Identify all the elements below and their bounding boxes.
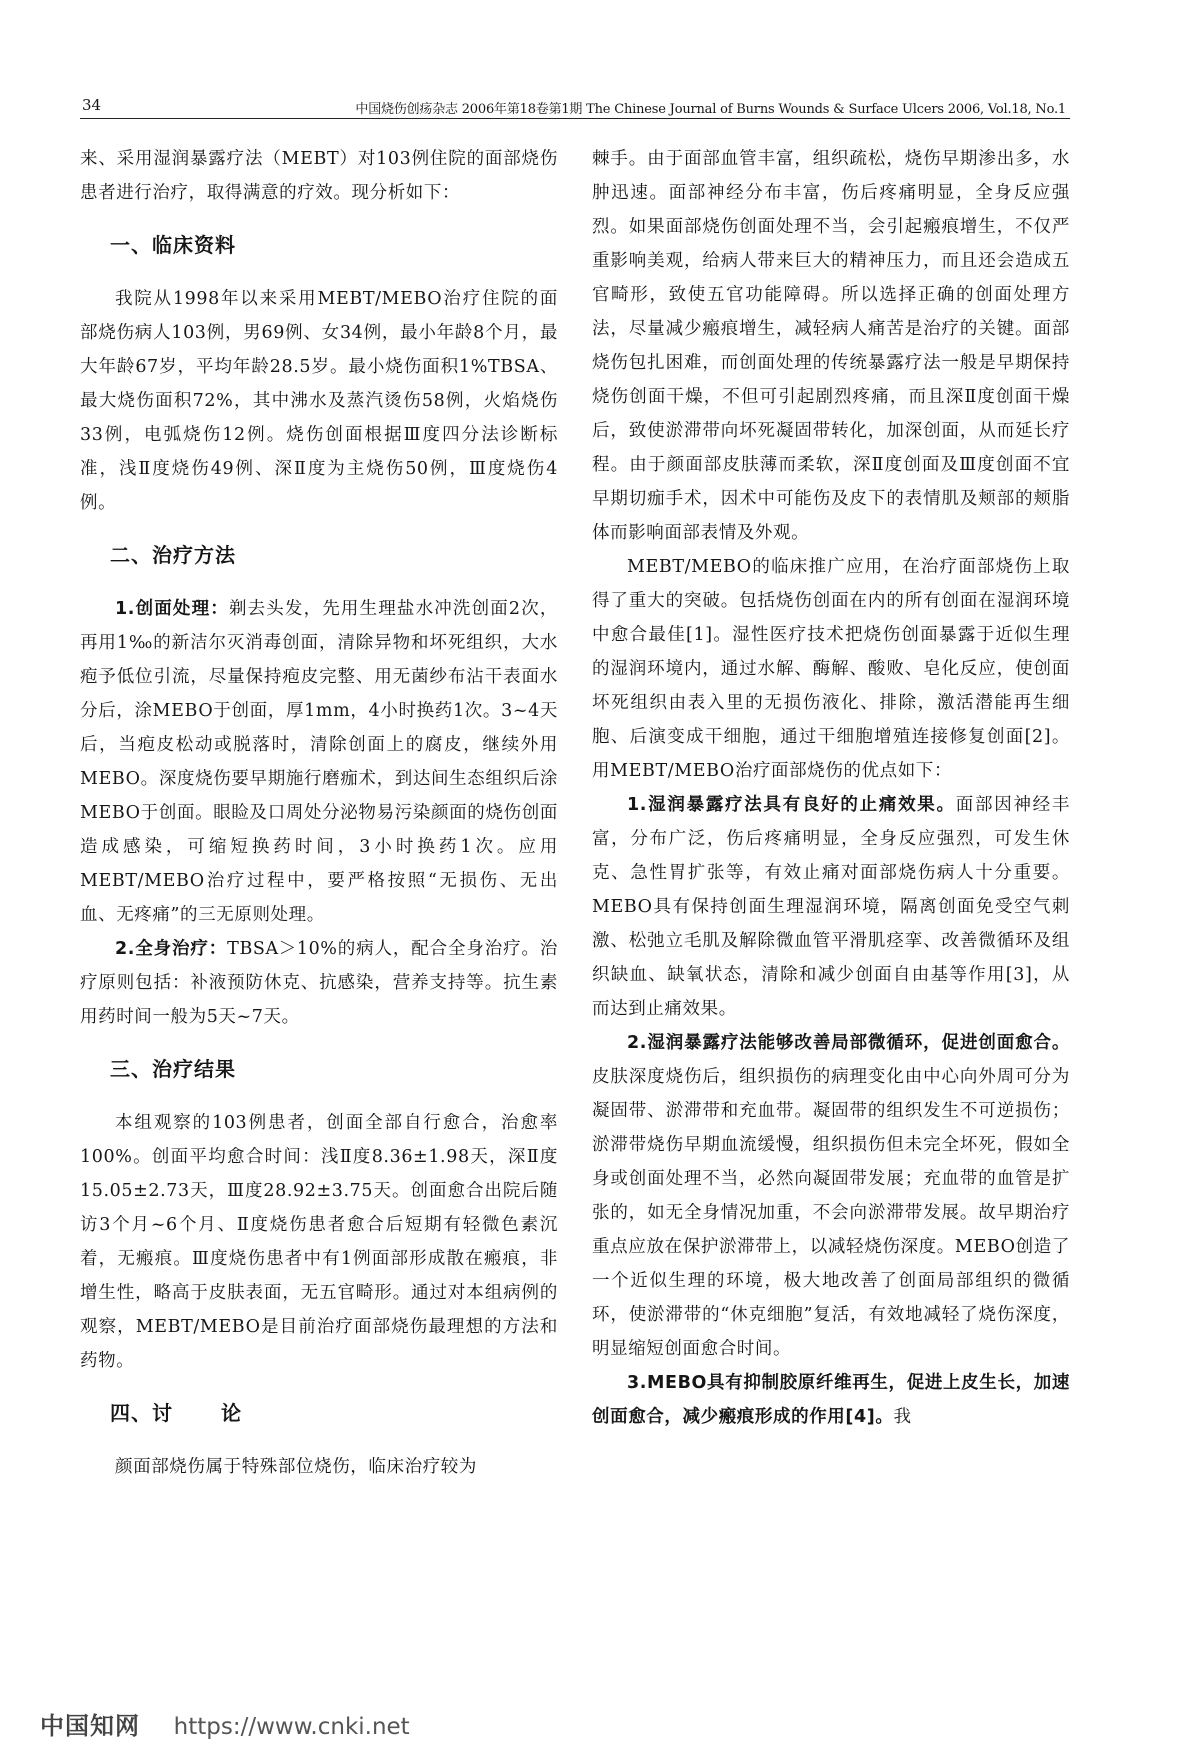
page-number: 34 (82, 96, 102, 114)
microcirculation-heading: 2.湿润暴露疗法能够改善局部微循环，促进创面愈合。 (627, 1033, 1070, 1053)
clinical-data-paragraph: 我院从1998年以来采用MEBT/MEBO治疗住院的面部烧伤病人103例，男69例、女34例，最小年龄8个月，最大年龄67岁，平均年龄28.5岁。最小烧伤面积1%TBSA、最大烧伤面积72%，其中沸水及蒸汽烫伤58例，火焰烧伤33例，电弧烧伤12例。烧伤创面根据Ⅲ度四分法诊断标准，浅Ⅱ度烧伤49例、深Ⅱ度为主烧伤50例，Ⅲ度烧伤4例。 (80, 289, 558, 513)
systemic-treatment-body: TBSA＞10%的病人，配合全身治疗。治疗原则包括：补液预防休克、抗感染，营养支持等。抗生素用药时间一般为5天~7天。 (80, 939, 558, 1027)
results-paragraph: 本组观察的103例患者，创面全部自行愈合，治愈率100%。创面平均愈合时间：浅Ⅱ度8.36±1.98天，深Ⅱ度15.05±2.73天，Ⅲ度28.92±3.75天。创面愈合出院后随访3个月~6个月、Ⅱ度烧伤患者愈合后短期有轻微色素沉着，无瘢痕。Ⅲ度烧伤患者中有1例面部形成散在瘢痕，非增生性，略高于皮肤表面，无五官畸形。通过对本组病例的观察，MEBT/MEBO是目前治疗面部烧伤最理想的方法和药物。 (80, 1113, 558, 1371)
cnki-logo: 中国知网 (40, 1712, 140, 1740)
mebt-application-paragraph: MEBT/MEBO的临床推广应用，在治疗面部烧伤上取得了重大的突破。包括烧伤创面在内的所有创面在湿润环境中愈合最佳[1]。湿性医疗技术把烧伤创面暴露于近似生理的湿润环境内，通过水解、酶解、酸败、皂化反应，使创面坏死组织由表入里的无损伤液化、排除，激活潜能再生细胞、后演变成干细胞，通过干细胞增殖连接修复创面[2]。用MEBT/MEBO治疗面部烧伤的优点如下： (592, 557, 1070, 781)
section-heading-2: 二、治疗方法 (110, 543, 236, 567)
discussion-paragraph-cont: 棘手。由于面部血管丰富，组织疏松，烧伤早期渗出多，水肿迅速。面部神经分布丰富，伤后疼痛明显，全身反应强烈。如果面部烧伤创面处理不当，会引起瘢痕增生，不仅严重影响美观，给病人带来巨大的精神压力，而且还会造成五官畸形，致使五官功能障碍。所以选择正确的创面处理方法，尽量减少瘢痕增生，减轻病人痛苦是治疗的关键。面部烧伤包扎困难，而创面处理的传统暴露疗法一般是早期保持烧伤创面干燥，不但可引起剧烈疼痛，而且深Ⅱ度创面干燥后，致使淤滞带向坏死凝固带转化，加深创面，从而延长疗程。由于颜面部皮肤薄而柔软，深Ⅱ度创面及Ⅲ度创面不宜早期切痂手术，因术中可能伤及皮下的表情肌及颊部的颊脂体而影响面部表情及外观。 (592, 149, 1070, 543)
microcirculation-body: 皮肤深度烧伤后，组织损伤的病理变化由中心向外周可分为凝固带、淤滞带和充血带。凝固带的组织发生不可逆损伤；淤滞带烧伤早期血流缓慢，组织损伤但未完全坏死，假如全身或创面处理不当，必然向凝固带发展；充血带的血管是扩张的，如无全身情况加重，不会向淤滞带发展。故早期治疗重点应放在保护淤滞带上，以减轻烧伤深度。MEBO创造了一个近似生理的环境，极大地改善了创面局部组织的微循环，使淤滞带的“休克细胞”复活，有效地减轻了烧伤深度，明显缩短创面愈合时间。 (592, 1067, 1070, 1359)
section-heading-1: 一、临床资料 (110, 233, 236, 257)
scar-reduction-heading: 3.MEBO具有抑制胶原纤维再生，促进上皮生长，加速创面愈合，减少瘢痕形成的作用[4]。 (592, 1373, 1070, 1427)
systemic-treatment-heading: 2.全身治疗： (115, 939, 228, 959)
wound-treatment-paragraph (80, 592, 558, 932)
section-heading-3: 三、治疗结果 (110, 1057, 236, 1081)
scar-reduction-paragraph (592, 1366, 1070, 1434)
journal-title: 中国烧伤创疡杂志 2006年第18卷第1期 The Chinese Journal of Burns Wounds & Surface Ulcers 2006, Vol.18, No.1 (355, 102, 1066, 117)
cnki-url[interactable]: https://www.cnki.net (173, 1714, 410, 1740)
left-column (80, 142, 558, 1484)
wound-treatment-heading: 1.创面处理： (115, 599, 229, 619)
section-heading-4 (80, 1384, 558, 1442)
running-header (80, 96, 1070, 119)
intro-paragraph: 来、采用湿润暴露疗法（MEBT）对103例住院的面部烧伤患者进行治疗，取得满意的疗效。现分析如下： (80, 149, 558, 203)
source-watermark (40, 1706, 410, 1741)
section-heading-4-a: 四、讨 (110, 1401, 173, 1425)
right-column (592, 142, 1070, 1434)
analgesic-effect-body: 面部因神经丰富，分布广泛，伤后疼痛明显，全身反应强烈，可发生休克、急性胃扩张等，有效止痛对面部烧伤病人十分重要。MEBO具有保持创面生理湿润环境，隔离创面免受空气刺激、松弛立毛肌及解除微血管平滑肌痉挛、改善微循环及组织缺血、缺氧状态，清除和减少创面自由基等作用[3]，从而达到止痛效果。 (592, 795, 1070, 1019)
wound-treatment-body: 剃去头发，先用生理盐水冲洗创面2次，再用1‰的新洁尔灭消毒创面，清除异物和坏死组织，大水疱予低位引流，尽量保持疱皮完整、用无菌纱布沾干表面水分后，涂MEBO于创面，厚1mm，4小时换药1次。3~4天后，当疱皮松动或脱落时，清除创面上的腐皮，继续外用MEBO。深度烧伤要早期施行磨痂术，到达间生态组织后涂MEBO于创面。眼睑及口周处分泌物易污染颜面的烧伤创面造成感染，可缩短换药时间，3小时换药1次。应用MEBT/MEBO治疗过程中，要严格按照“无损伤、无出血、无疼痛”的三无原则处理。 (80, 599, 559, 925)
discussion-paragraph-start: 颜面部烧伤属于特殊部位烧伤，临床治疗较为 (115, 1457, 477, 1477)
section-heading-4-b: 论 (221, 1401, 242, 1425)
analgesic-effect-paragraph (592, 788, 1070, 1026)
analgesic-effect-heading: 1.湿润暴露疗法具有良好的止痛效果。 (627, 795, 956, 815)
systemic-treatment-paragraph (80, 932, 558, 1034)
scar-reduction-body: 我 (893, 1407, 912, 1427)
microcirculation-paragraph (592, 1026, 1070, 1366)
